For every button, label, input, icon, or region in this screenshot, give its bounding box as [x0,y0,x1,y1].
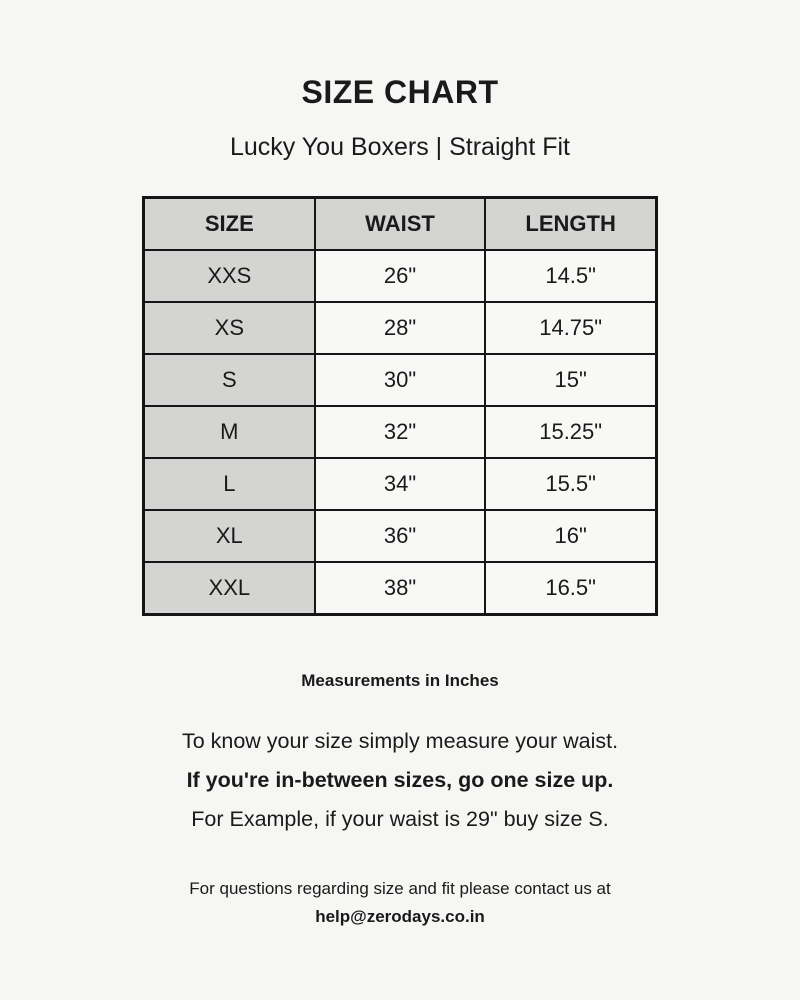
waist-cell: 26" [315,250,486,302]
size-cell: XS [144,302,315,354]
size-cell: XXS [144,250,315,302]
size-cell: S [144,354,315,406]
table-row [144,354,657,406]
length-cell: 15" [485,354,656,406]
column-header-waist: WAIST [315,198,486,251]
size-cell: L [144,458,315,510]
table-row [144,562,657,615]
waist-cell: 34" [315,458,486,510]
length-cell: 16" [485,510,656,562]
fit-guide [0,722,800,839]
length-cell: 14.75" [485,302,656,354]
waist-cell: 38" [315,562,486,615]
table-row [144,302,657,354]
waist-cell: 36" [315,510,486,562]
size-table-head [144,198,657,251]
footer [0,875,800,931]
column-header-size: SIZE [144,198,315,251]
contact-line: For questions regarding size and fit please contact us at [189,879,611,898]
header-row [144,198,657,251]
fit-guide-line-2: If you're in-between sizes, go one size up. [186,768,614,792]
size-cell: M [144,406,315,458]
size-table-body [144,250,657,615]
fit-guide-line-1: To know your size simply measure your waist. [181,729,619,753]
fit-guide-line-3: For Example, if your waist is 29" buy size S. [191,807,609,831]
length-cell: 14.5" [485,250,656,302]
waist-cell: 32" [315,406,486,458]
waist-cell: 28" [315,302,486,354]
table-row [144,510,657,562]
length-cell: 16.5" [485,562,656,615]
size-table [142,196,658,616]
waist-cell: 30" [315,354,486,406]
size-cell: XXL [144,562,315,615]
page-subtitle: Lucky You Boxers | Straight Fit [229,133,570,161]
units-note: Measurements in Inches [301,671,499,690]
table-row [144,250,657,302]
table-row [144,458,657,510]
length-cell: 15.5" [485,458,656,510]
contact-email: help@zerodays.co.in [315,907,485,926]
length-cell: 15.25" [485,406,656,458]
table-row [144,406,657,458]
column-header-length: LENGTH [485,198,656,251]
size-cell: XL [144,510,315,562]
page-title: SIZE CHART [301,74,499,110]
